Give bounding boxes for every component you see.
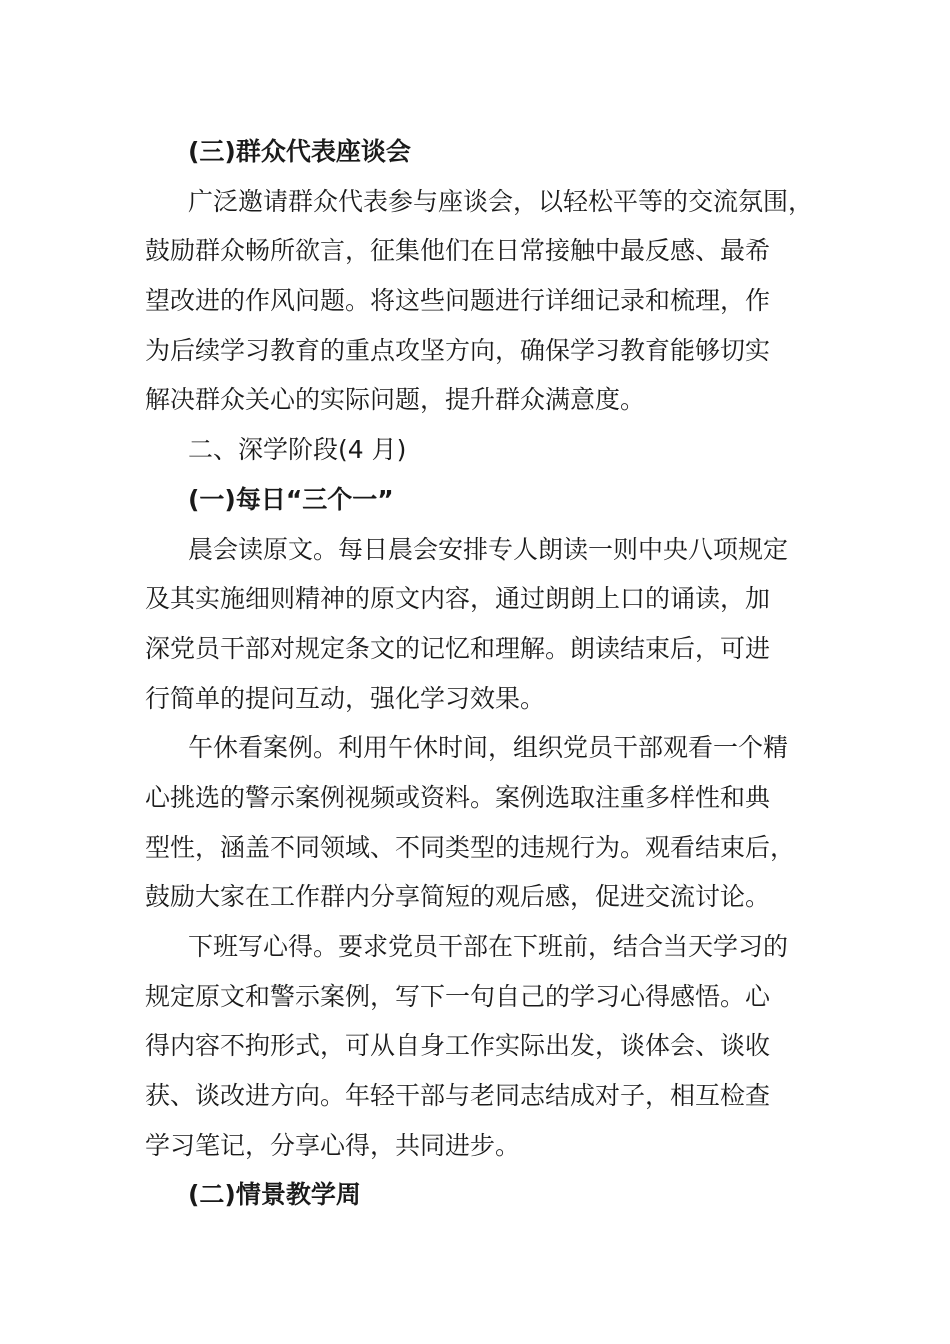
paragraph-line: 鼓励大家在工作群内分享简短的观后感，促进交流讨论。 (145, 882, 771, 912)
paragraph-line: 规定原文和警示案例，写下一句自己的学习心得感悟。心 (145, 981, 771, 1011)
section-heading-scenario-week: (二)情景教学周 (188, 1180, 361, 1210)
paragraph-line: 解决群众关心的实际问题，提升群众满意度。 (145, 385, 646, 415)
paragraph-line: 午休看案例。利用午休时间，组织党员干部观看一个精 (188, 733, 789, 763)
section-heading-mass-forum: (三)群众代表座谈会 (188, 137, 411, 166)
paragraph-line: 得内容不拘形式，可从自身工作实际出发，谈体会、谈收 (145, 1031, 771, 1061)
paragraph-line: 广泛邀请群众代表参与座谈会，以轻松平等的交流氛围， (188, 186, 814, 216)
paragraph-line: 深党员干部对规定条文的记忆和理解。朗读结束后，可进 (145, 633, 771, 663)
section-heading-daily-three: (一)每日“三个一” (188, 484, 394, 514)
paragraph-line: 望改进的作风问题。将这些问题进行详细记录和梳理，作 (145, 286, 771, 316)
paragraph-line: 行简单的提问互动，强化学习效果。 (145, 683, 546, 713)
paragraph-line: 学习笔记，分享心得，共同进步。 (145, 1130, 521, 1160)
paragraph-line: 心挑选的警示案例视频或资料。案例选取注重多样性和典 (145, 782, 771, 812)
paragraph-line: 及其实施细则精神的原文内容，通过朗朗上口的诵读，加 (145, 584, 771, 614)
paragraph-line: 获、谈改进方向。年轻干部与老同志结成对子，相互检查 (145, 1081, 771, 1111)
paragraph-line: 鼓励群众畅所欲言，征集他们在日常接触中最反感、最希 (145, 236, 771, 266)
section-heading-deep-study: 二、深学阶段(4 月) (188, 435, 407, 465)
paragraph-line: 型性，涵盖不同领域、不同类型的违规行为。观看结束后， (145, 832, 796, 862)
paragraph-line: 晨会读原文。每日晨会安排专人朗读一则中央八项规定 (188, 534, 789, 564)
paragraph-line: 为后续学习教育的重点攻坚方向，确保学习教育能够切实 (145, 335, 771, 365)
document-page (145, 127, 825, 1220)
paragraph-line: 下班写心得。要求党员干部在下班前，结合当天学习的 (188, 932, 789, 961)
